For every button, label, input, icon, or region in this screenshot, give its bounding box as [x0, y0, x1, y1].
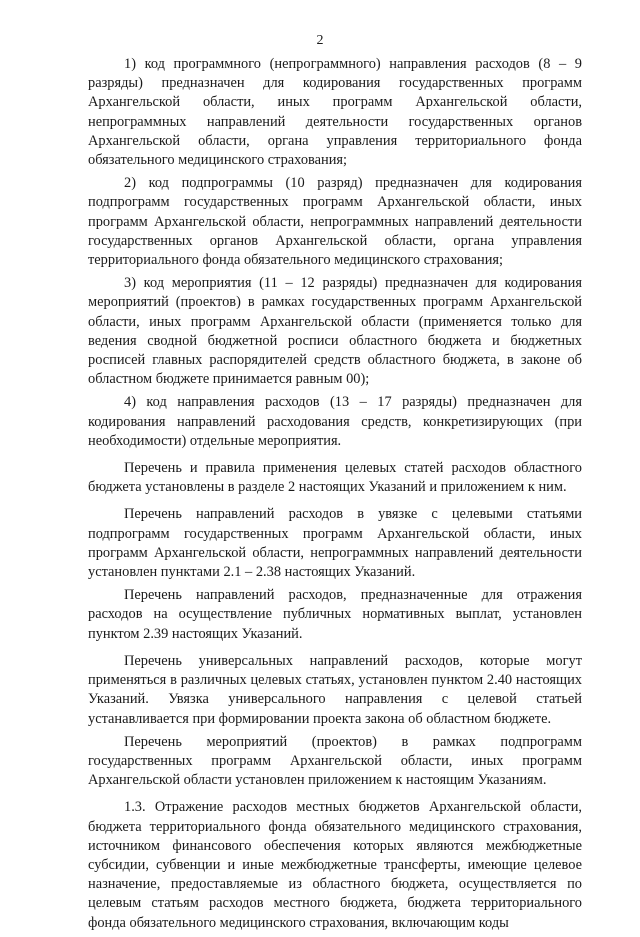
- paragraph-events-list: Перечень мероприятий (проектов) в рамках подпрограмм государственных программ Архангельской области, иных программ Архангельской области установлен приложением к настоящим Указаниям.: [88, 733, 582, 789]
- paragraph-universal-directions-list: Перечень универсальных направлений расходов, которые могут применяться в различных целевых статьях, установлен пунктом 2.40 настоящих Указаний. Увязка универсального направления с целевой статьей устанавливается при формировании проекта закона об областном бюджете.: [88, 652, 582, 727]
- document-body: [88, 55, 582, 937]
- paragraph-event-code: 3) код мероприятия (11 – 12 разряды) предназначен для кодирования мероприятий (проектов) в рамках государственных программ Архангельской области, иных программ Архангельской области (применяется только для ведения сводной бюджетной росписи областного бюджета и бюджетных росписей главных распорядителей средств областного бюджета, в законе об областном бюджете принимается равным 00);: [88, 275, 582, 388]
- paragraph-subprogram-code: 2) код подпрограммы (10 разряд) предназначен для кодирования подпрограмм государственных программ Архангельской области, иных программ Архангельской области, непрограммных направлений деятельности государственных органов Архангельской области, органа управления территориального фонда обязательного медицинского страхования;: [88, 175, 582, 269]
- paragraph-public-payments-list: Перечень направлений расходов, предназначенные для отражения расходов на осуществление публичных нормативных выплат, установлен пунктом 2.39 настоящих Указаний.: [88, 587, 582, 642]
- paragraph-program-code: 1) код программного (непрограммного) направления расходов (8 – 9 разряды) предназначен для кодирования государственных программ Архангельской области, иных программ Архангельской области, непрограммных направлений деятельности государственных органов Архангельской области, органа управления территориального фонда обязательного медицинского страхования;: [88, 56, 582, 169]
- paragraph-target-articles-list: Перечень и правила применения целевых статей расходов областного бюджета установлены в разделе 2 настоящих Указаний и приложением к ним.: [88, 460, 582, 496]
- page-number: 2: [316, 33, 324, 48]
- paragraph-directions-list: Перечень направлений расходов в увязке с целевыми статьями подпрограмм государственных программ Архангельской области, иных программ Архангельской области, непрограммных направлений деятельности установлен пунктами 2.1 – 2.38 настоящих Указаний.: [88, 506, 582, 581]
- paragraph-section-1-3: 1.3. Отражение расходов местных бюджетов Архангельской области, бюджета территориального фонда обязательного медицинского страхования, источником финансового обеспечения которых являются межбюджетные субсидии, субвенции и иные межбюджетные трансферты, имеющие целевое назначение, предоставляемые из областного бюджета, осуществляется по целевым статьям расходов местного бюджета, бюджета территориального фонда обязательного медицинского страхования, включающим коды: [88, 799, 582, 931]
- paragraph-expense-direction-code: 4) код направления расходов (13 – 17 разряды) предназначен для кодирования направлений расходования средств, конкретизирующих (при необходимости) отдельные мероприятия.: [88, 394, 582, 449]
